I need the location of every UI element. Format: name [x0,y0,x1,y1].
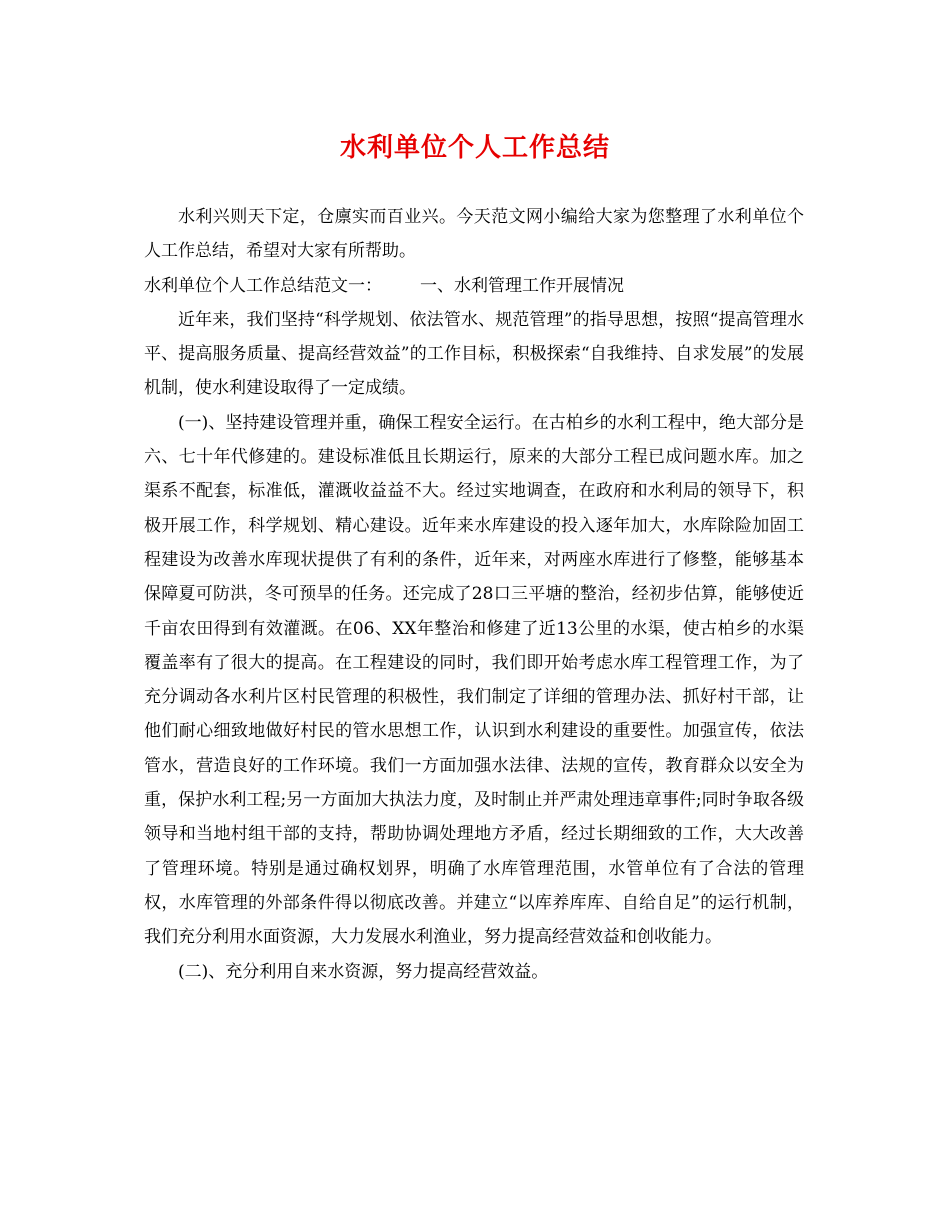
intro-paragraph: 水利兴则天下定，仓廪实而百业兴。今天范文网小编给大家为您整理了水利单位个人工作总结，希望对大家有所帮助。 [144,207,804,262]
section-heading: 一、水利管理工作开展情况 [420,275,624,296]
paragraph-construction-management: (一)、坚持建设管理并重，确保工程安全运行。在古柏乡的水利工程中，绝大部分是六、七十年代修建的。建设标准低且长期运行，原来的大部分工程已成问题水库。加之渠系不配套，标准低，灌溉收益益不大。经过实地调查，在政府和水利局的领导下，积极开展工作，科学规划、精心建设。近年来水库建设的投入逐年加大，水库除险加固工程建设为改善水库现状提供了有利的条件，近年来，对两座水库进行了修整，能够基本保障夏可防洪，冬可预旱的任务。还完成了28口三平塘的整治，经初步估算，能够使近千亩农田得到有效灌溉。在06、XX年整治和修建了近13公里的水渠，使古柏乡的水渠覆盖率有了很大的提高。在工程建设的同时，我们即开始考虑水库工程管理工作，为了充分调动各水利片区村民管理的积极性，我们制定了详细的管理办法、抓好村干部，让他们耐心细致地做好村民的管水思想工作，认识到水利建设的重要性。加强宣传，依法管水，营造良好的工作环境。我们一方面加强水法律、法规的宣传，教育群众以安全为重，保护水利工程;另一方面加大执法力度，及时制止并严肃处理违章事件;同时争取各级领导和当地村组干部的支持，帮助协调处理地方矛盾，经过长期细致的工作，大大改善了管理环境。特别是通过确权划界，明确了水库管理范围，水管单位有了合法的管理权，水库管理的外部条件得以彻底改善。并建立“以库养库库、自给自足”的运行机制，我们充分利用水面资源，大力发展水利渔业，努力提高经营效益和创收能力。 [144,412,804,948]
sample-heading: 水利单位个人工作总结范文一： [144,275,382,296]
document-body [144,200,804,989]
paragraph-water-resources: (二)、充分利用自来水资源，努力提高经营效益。 [178,961,549,982]
document-title: 水利单位个人工作总结 [339,133,610,163]
sample-heading-line [144,269,804,303]
paragraph-guiding-thought: 近年来，我们坚持“科学规划、依法管水、规范管理”的指导思想，按照“提高管理水平、提高服务质量、提高经营效益”的工作目标，积极探索“自我维持、自求发展”的发展机制，使水利建设取得了一定成绩。 [144,309,804,399]
